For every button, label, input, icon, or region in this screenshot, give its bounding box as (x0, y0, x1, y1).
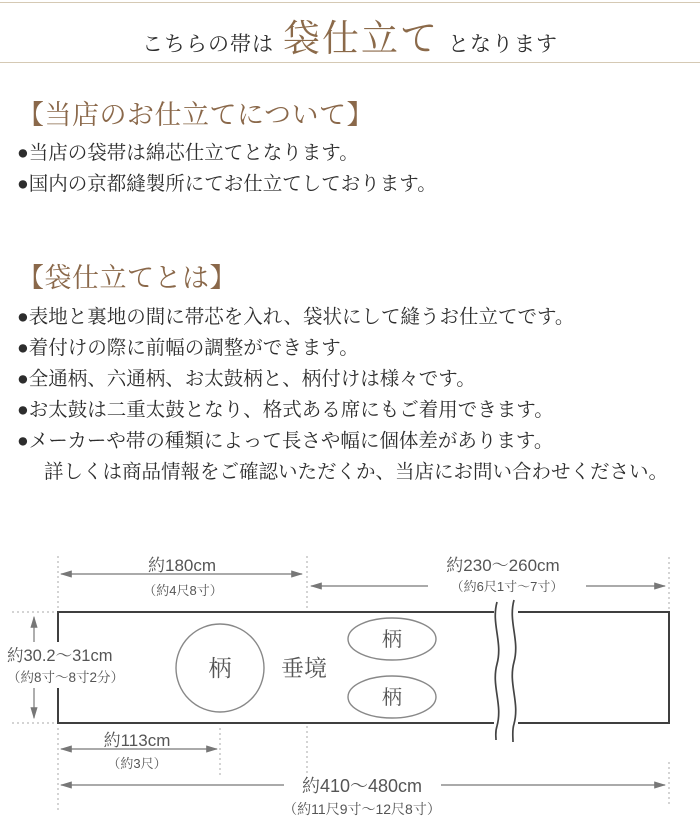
header-rule (0, 62, 700, 63)
title-suffix: となります (448, 32, 558, 56)
obi-dimension-diagram (0, 540, 700, 840)
dim-total-cm-label: 約410〜480cm (301, 776, 423, 796)
dim-width-shaku-label: （約8寸〜8寸2分） (7, 670, 125, 685)
dim-tare-cm-label: 約230〜260cm (446, 556, 560, 575)
list-item: ●お太鼓は二重太鼓となり、格式ある席にもご着用できます。 (17, 400, 554, 421)
section-heading-shop-tailoring: 【当店のお仕立てについて】 (17, 100, 374, 130)
list-item: ●着付けの際に前幅の調整ができます。 (17, 338, 359, 359)
title-prefix: こちらの帯は (142, 32, 274, 56)
title-highlight: 袋仕立て (283, 19, 439, 60)
dim-total-shaku-label: （約11尺9寸〜12尺8寸） (283, 801, 441, 817)
tare-boundary-label: 垂境 (281, 655, 327, 681)
list-item: ●国内の京都縫製所にてお仕立てしております。 (17, 174, 437, 195)
page-title (0, 8, 700, 60)
dim-tare-shaku-label: （約6尺1寸〜7寸） (450, 579, 564, 594)
pattern-label-circle: 柄 (208, 655, 232, 681)
list-item: ●メーカーや帯の種類によって長さや幅に個体差があります。 (17, 431, 554, 452)
top-rule (0, 2, 700, 3)
dim-width-cm-label: 約30.2〜31cm (7, 647, 113, 665)
dim-te-cm-label: 約180cm (147, 556, 217, 575)
list-note: 詳しくは商品情報をご確認いただくか、当店にお問い合わせください。 (44, 462, 669, 483)
dim-te-shaku-label: （約4尺8寸） (143, 583, 223, 598)
shop-tailoring-list (17, 138, 437, 200)
pattern-label-lower: 柄 (382, 687, 402, 709)
section-heading-fukuro-jitate: 【袋仕立てとは】 (17, 263, 237, 293)
pattern-label-upper: 柄 (382, 629, 402, 651)
list-item: ●当店の袋帯は綿芯仕立てとなります。 (17, 143, 359, 164)
list-item: ●表地と裏地の間に帯芯を入れ、袋状にして縫うお仕立てです。 (17, 307, 575, 328)
dim-otaiko-cm-label: 約113cm (103, 731, 171, 750)
list-item: ●全通柄、六通柄、お太鼓柄と、柄付けは様々です。 (17, 369, 476, 390)
break-mark (494, 600, 518, 742)
fukuro-jitate-list (17, 302, 668, 488)
dim-otaiko-shaku-label: （約3尺） (107, 756, 167, 771)
